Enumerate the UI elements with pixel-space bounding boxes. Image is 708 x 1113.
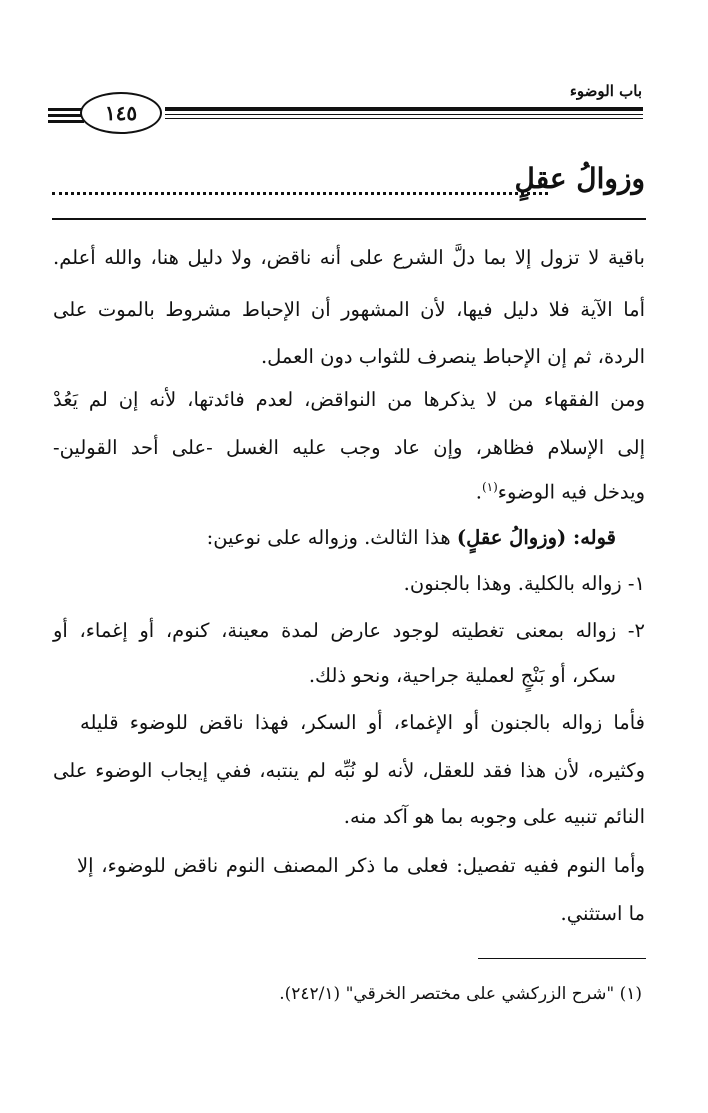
header-rule [165, 118, 643, 119]
quote-label: قوله: (وزوالُ عقلٍ) [456, 526, 616, 549]
list-item-continuation: سكر، أو بَنْجٍ لعملية جراحية، ونحو ذلك. [308, 664, 616, 687]
body-line: الردة، ثم إن الإحباط ينصرف للثواب دون العمل. [260, 345, 645, 368]
body-line: النائم تنبيه على وجوبه بما هو آكد منه. [343, 805, 645, 828]
body-line: ومن الفقهاء من لا يذكرها من النواقض، لعدم فائدتها، لأنه إن لم يَعُدْ [53, 388, 645, 411]
body-line: إلى الإسلام فظاهر، وإن عاد وجب عليه الغسل -على أحد القولين- [53, 436, 645, 459]
header-ornament-bar [48, 120, 84, 123]
header-rule [165, 114, 643, 115]
body-text: ويدخل فيه الوضوء [497, 480, 645, 504]
title-rule [52, 218, 646, 220]
body-text: هذا الثالث. وزواله على نوعين: [206, 526, 451, 549]
list-item: ١- زواله بالكلية. وهذا بالجنون. [403, 572, 645, 595]
footnote-rule [478, 958, 646, 959]
running-header: باب الوضوء [569, 82, 642, 100]
list-item: ٢- زواله بمعنى تغطيته لوجود عارض لمدة معينة، كنوم، أو إغماء، أو [53, 619, 645, 642]
body-line: فأما زواله بالجنون أو الإغماء، أو السكر، فهذا ناقض للوضوء قليله [80, 711, 645, 734]
body-line [207, 526, 616, 549]
header-ornament-bar [48, 114, 84, 117]
body-text: . [475, 480, 482, 504]
body-line: وكثيره، لأن هذا فقد للعقل، لأنه لو نُبِّه لم ينتبه، ففي إيجاب الوضوء على [53, 759, 645, 782]
footnote-reference: (١) [481, 480, 498, 494]
body-line: أما الآية فلا دليل فيها، لأن المشهور أن الإحباط مشروط بالموت على [53, 298, 645, 321]
header-ornament-bar [48, 108, 84, 111]
section-title: وزوالُ عقلٍ [514, 162, 645, 195]
body-line [476, 480, 645, 504]
body-line: ما استثني. [560, 902, 645, 925]
body-line: وأما النوم ففيه تفصيل: فعلى ما ذكر المصنف النوم ناقض للوضوء، إلا [77, 854, 645, 877]
title-dotted-leader [52, 168, 548, 195]
footnote: (١) "شرح الزركشي على مختصر الخرقي" (٢٤٢/١). [279, 984, 642, 1004]
body-line: باقية لا تزول إلا بما دلَّ الشرع على أنه ناقض، ولا دليل هنا، والله أعلم. [53, 246, 645, 269]
page-number: ١٤٥ [80, 92, 162, 134]
header-rule [165, 107, 643, 111]
